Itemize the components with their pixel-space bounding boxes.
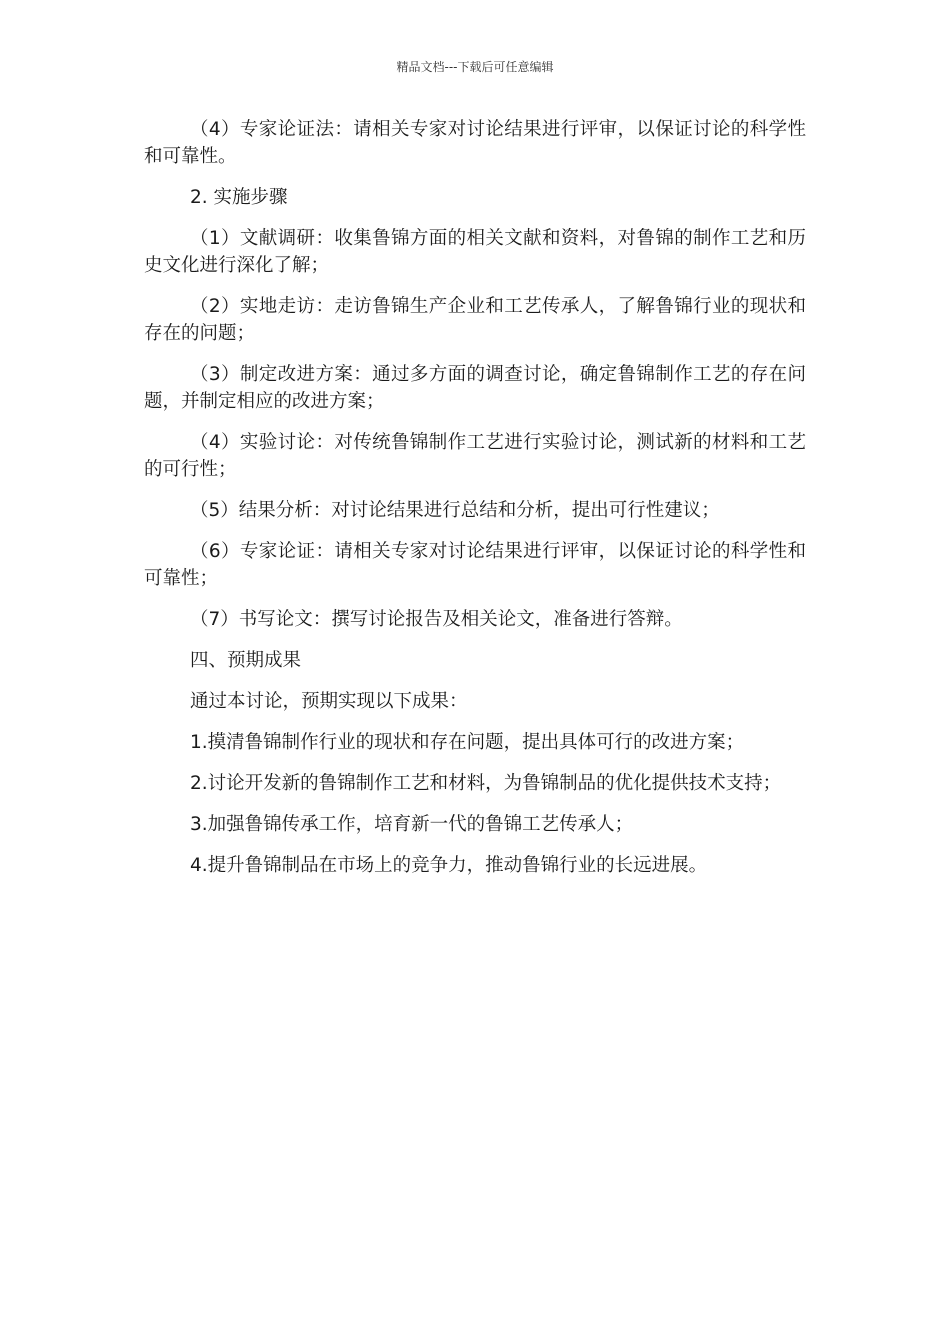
paragraph-step-6: （6）专家论证：请相关专家对讨论结果进行评审，以保证讨论的科学性和可靠性； — [144, 541, 806, 589]
paragraph-step-7: （7）书写论文：撰写讨论报告及相关论文，准备进行答辩。 — [190, 609, 683, 630]
paragraph-step-4: （4）实验讨论：对传统鲁锦制作工艺进行实验讨论，测试新的材料和工艺的可行性； — [144, 432, 806, 480]
paragraph-steps-heading: 2. 实施步骤 — [190, 187, 288, 208]
paragraph-result-3: 3.加强鲁锦传承工作，培育新一代的鲁锦工艺传承人； — [190, 814, 634, 835]
document-body — [144, 116, 806, 893]
paragraph-results-intro: 通过本讨论，预期实现以下成果： — [190, 691, 468, 712]
paragraph-step-1: （1）文献调研：收集鲁锦方面的相关文献和资料，对鲁锦的制作工艺和历史文化进行深化了解； — [144, 228, 806, 276]
paragraph-result-4: 4.提升鲁锦制品在市场上的竞争力，推动鲁锦行业的长远进展。 — [190, 855, 708, 876]
page-header: 精品文档---下载后可任意编辑 — [396, 60, 554, 74]
paragraph-step-5: （5）结果分析：对讨论结果进行总结和分析，提出可行性建议； — [190, 500, 720, 521]
section-heading-expected-results: 四、预期成果 — [190, 650, 302, 671]
paragraph-result-2: 2.讨论开发新的鲁锦制作工艺和材料，为鲁锦制品的优化提供技术支持； — [190, 773, 782, 794]
paragraph-expert-method: （4）专家论证法：请相关专家对讨论结果进行评审，以保证讨论的科学性和可靠性。 — [144, 119, 806, 167]
paragraph-step-3: （3）制定改进方案：通过多方面的调查讨论，确定鲁锦制作工艺的存在问题，并制定相应的改进方案； — [144, 364, 806, 412]
paragraph-step-2: （2）实地走访：走访鲁锦生产企业和工艺传承人，了解鲁锦行业的现状和存在的问题； — [144, 296, 806, 344]
paragraph-result-1: 1.摸清鲁锦制作行业的现状和存在问题，提出具体可行的改进方案； — [190, 732, 745, 753]
